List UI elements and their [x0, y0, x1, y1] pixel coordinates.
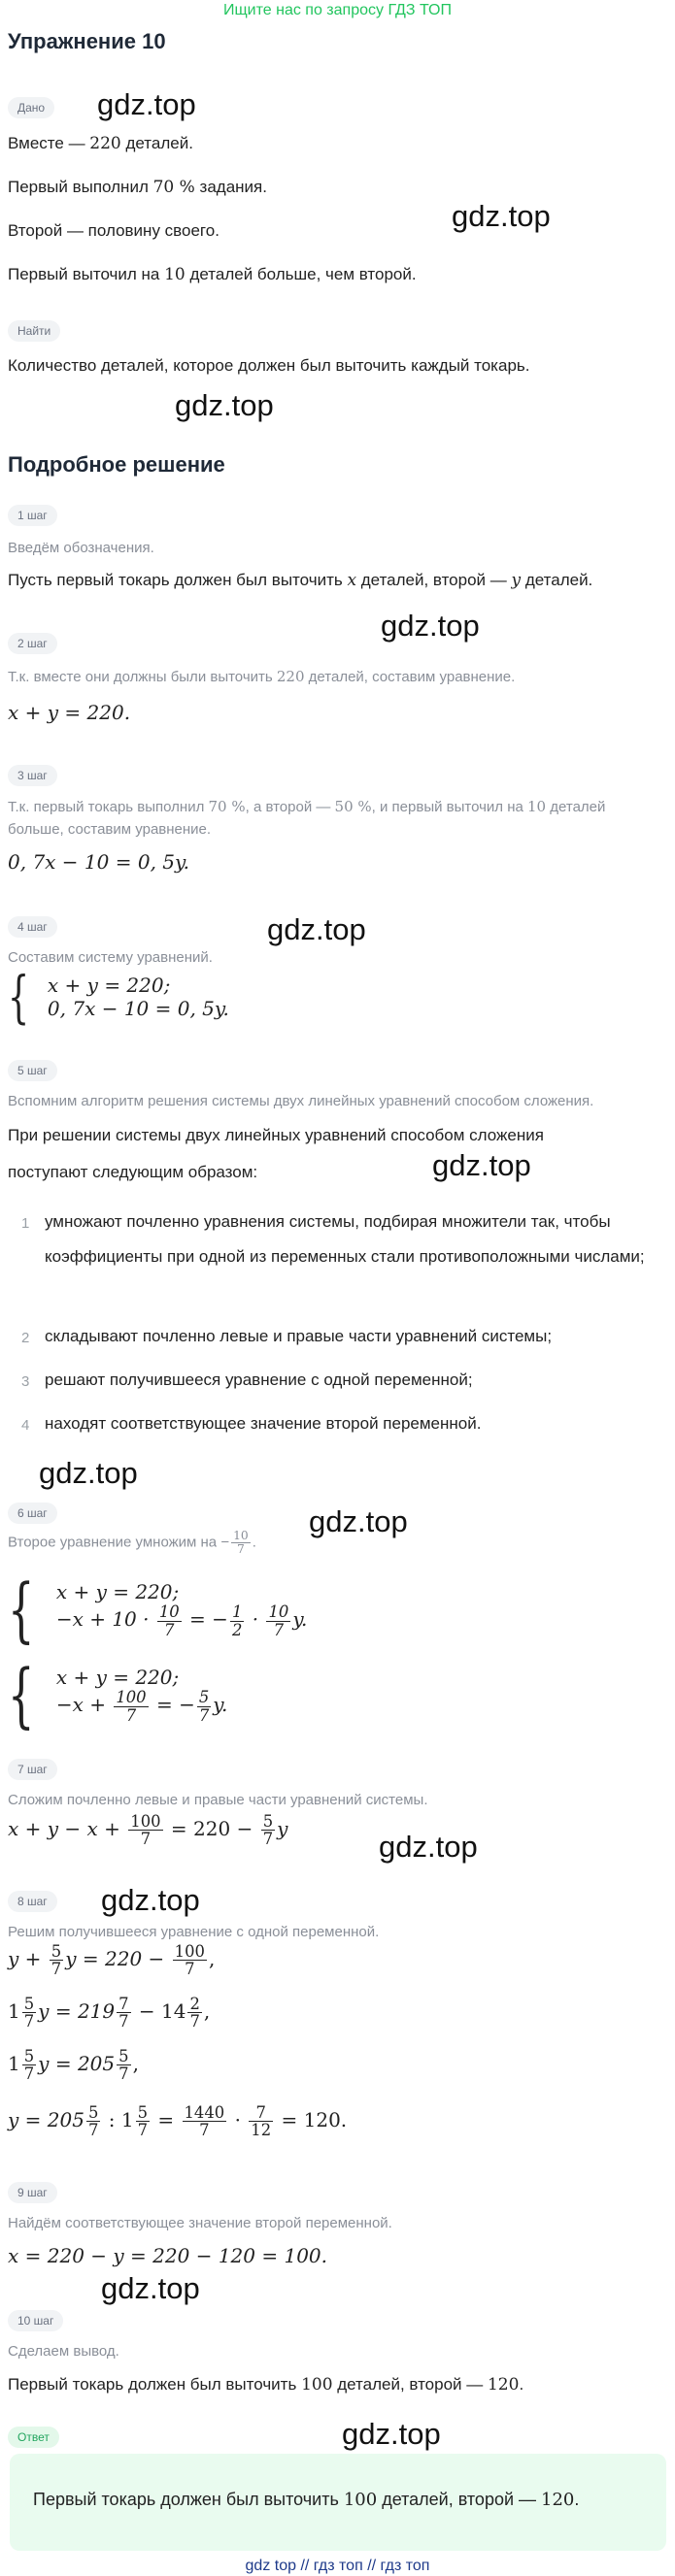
- search-banner[interactable]: Ищите нас по запросу ГДЗ ТОП: [223, 2, 452, 18]
- step-4-system: { x + y = 220; 0, 7x − 10 = 0, 5y.: [8, 964, 229, 1030]
- step-1-note: Введём обозначения.: [8, 540, 154, 556]
- brace: {: [8, 964, 30, 1030]
- step-9-equation: x = 220 − y = 220 − 120 = 100.: [8, 2244, 327, 2267]
- step-8-line-2: 1 $\frac{5}{7}$ y = 219 $\frac{7}{7}$ − 14 $\frac{2}{7}$ ,: [8, 1995, 211, 2031]
- step-5-note: Вспомним алгоритм решения системы двух линейных уравнений способом сложения.: [8, 1093, 594, 1109]
- watermark: gdz.top: [39, 1456, 138, 1490]
- watermark: gdz.top: [175, 388, 274, 422]
- answer-text: Первый токарь должен был выточить 100 деталей, второй — 120.: [33, 2490, 580, 2510]
- list-number: 1: [21, 1215, 30, 1232]
- find-badge: Найти: [8, 320, 60, 342]
- step-9-note: Найдём соответствующее значение второй переменной.: [8, 2215, 392, 2231]
- step-3-equation: 0, 7x − 10 = 0, 5y.: [8, 850, 190, 874]
- step-1-text: Пусть первый токарь должен был выточить x деталей, второй — y деталей.: [8, 571, 593, 590]
- list-item: решают получившееся уравнение с одной переменной;: [45, 1371, 473, 1389]
- step-7-note: Сложим почленно левые и правые части уравнений системы.: [8, 1792, 428, 1808]
- watermark: gdz.top: [101, 1883, 200, 1917]
- list-item: складывают почленно левые и правые части уравнений системы;: [45, 1327, 553, 1345]
- step-4-badge: 4 шаг: [8, 916, 57, 938]
- step-1-badge: 1 шаг: [8, 505, 57, 526]
- step-2-badge: 2 шаг: [8, 633, 57, 654]
- step-8-line-3: 1 $\frac{5}{7}$ y = 205 $\frac{5}{7}$ ,: [8, 2047, 139, 2084]
- given-line-2: Первый выполнил 70 % задания.: [8, 178, 267, 197]
- step-6-system-b: { x + y = 220; −x + $\frac{100}{7}$ = − $\frac{5}{7}$ y.: [8, 1654, 228, 1735]
- step-4-note: Составим систему уравнений.: [8, 949, 213, 966]
- step-3-note-1: Т.к. первый токарь выполнил 70 %, а второй — 50 %, и первый выточил на 10 деталей: [8, 798, 606, 815]
- list-number: 4: [21, 1417, 30, 1434]
- given-badge: Дано: [8, 97, 54, 118]
- watermark: gdz.top: [97, 87, 196, 121]
- step-7-equation: x + y − x + $\frac{100}{7}$ = 220 − $\frac{5}{7}$ y: [8, 1812, 288, 1849]
- step-3-badge: 3 шаг: [8, 765, 57, 786]
- given-line-1: Вместе — 220 деталей.: [8, 134, 193, 153]
- step-7-badge: 7 шаг: [8, 1759, 57, 1780]
- step-10-note: Сделаем вывод.: [8, 2343, 119, 2360]
- given-line-3: Второй — половину своего.: [8, 221, 219, 240]
- given-line-4: Первый выточил на 10 деталей больше, чем второй.: [8, 265, 417, 284]
- step-10-badge: 10 шаг: [8, 2310, 63, 2331]
- list-item: умножают почленно уравнения системы, подбирая множители так, чтобы коэффициенты при одной из переменных стали противоположными числами;: [45, 1212, 645, 1266]
- step-5-badge: 5 шаг: [8, 1060, 57, 1081]
- step-2-note: Т.к. вместе они должны были выточить 220 деталей, составим уравнение.: [8, 668, 516, 685]
- step-8-line-1: y + $\frac{5}{7}$ y = 220 − $\frac{100}{7}$ ,: [8, 1942, 216, 1979]
- step-9-badge: 9 шаг: [8, 2182, 57, 2203]
- step-2-equation: x + y = 220.: [8, 701, 131, 724]
- step-8-badge: 8 шаг: [8, 1891, 57, 1912]
- step-5-intro-1: При решении системы двух линейных уравнений способом сложения: [8, 1126, 544, 1144]
- answer-badge: Ответ: [8, 2427, 59, 2448]
- list-number: 2: [21, 1330, 30, 1346]
- watermark: gdz.top: [432, 1148, 531, 1182]
- solution-title: Подробное решение: [8, 452, 225, 477]
- step-10-text: Первый токарь должен был выточить 100 деталей, второй — 120.: [8, 2375, 524, 2394]
- step-8-line-4: y = 205 $\frac{5}{7}$ : 1 $\frac{5}{7}$ = $\frac{1440}{7}$ · $\frac{7}{12}$ = 120.: [8, 2103, 348, 2140]
- find-text: Количество деталей, которое должен был выточить каждый токарь.: [8, 356, 530, 375]
- step-8-note: Решим получившееся уравнение с одной переменной.: [8, 1924, 380, 1940]
- brace: {: [8, 1654, 35, 1735]
- list-number: 3: [21, 1373, 30, 1390]
- step-6-badge: 6 шаг: [8, 1503, 57, 1524]
- watermark: gdz.top: [452, 199, 551, 233]
- watermark: gdz.top: [342, 2417, 441, 2451]
- watermark: gdz.top: [267, 912, 366, 946]
- step-3-note-2: больше, составим уравнение.: [8, 821, 212, 838]
- watermark: gdz.top: [101, 2271, 200, 2305]
- list-item: находят соответствующее значение второй переменной.: [45, 1414, 482, 1433]
- watermark: gdz.top: [381, 609, 480, 643]
- step-6-system-a: { x + y = 220; −x + 10 · $\frac{10}{7}$ = − $\frac{1}{2}$ · $\frac{10}{7}$ y.: [8, 1569, 308, 1650]
- brace: {: [8, 1569, 35, 1650]
- footer-links[interactable]: gdz top // гдз топ // гдз топ: [245, 2558, 430, 2574]
- page-title: Упражнение 10: [8, 29, 166, 53]
- watermark: gdz.top: [309, 1504, 408, 1538]
- watermark: gdz.top: [379, 1830, 478, 1864]
- step-6-note: Второе уравнение умножим на − $\frac{10}{7}$ .: [8, 1529, 256, 1556]
- step-5-intro-2: поступают следующим образом:: [8, 1163, 258, 1181]
